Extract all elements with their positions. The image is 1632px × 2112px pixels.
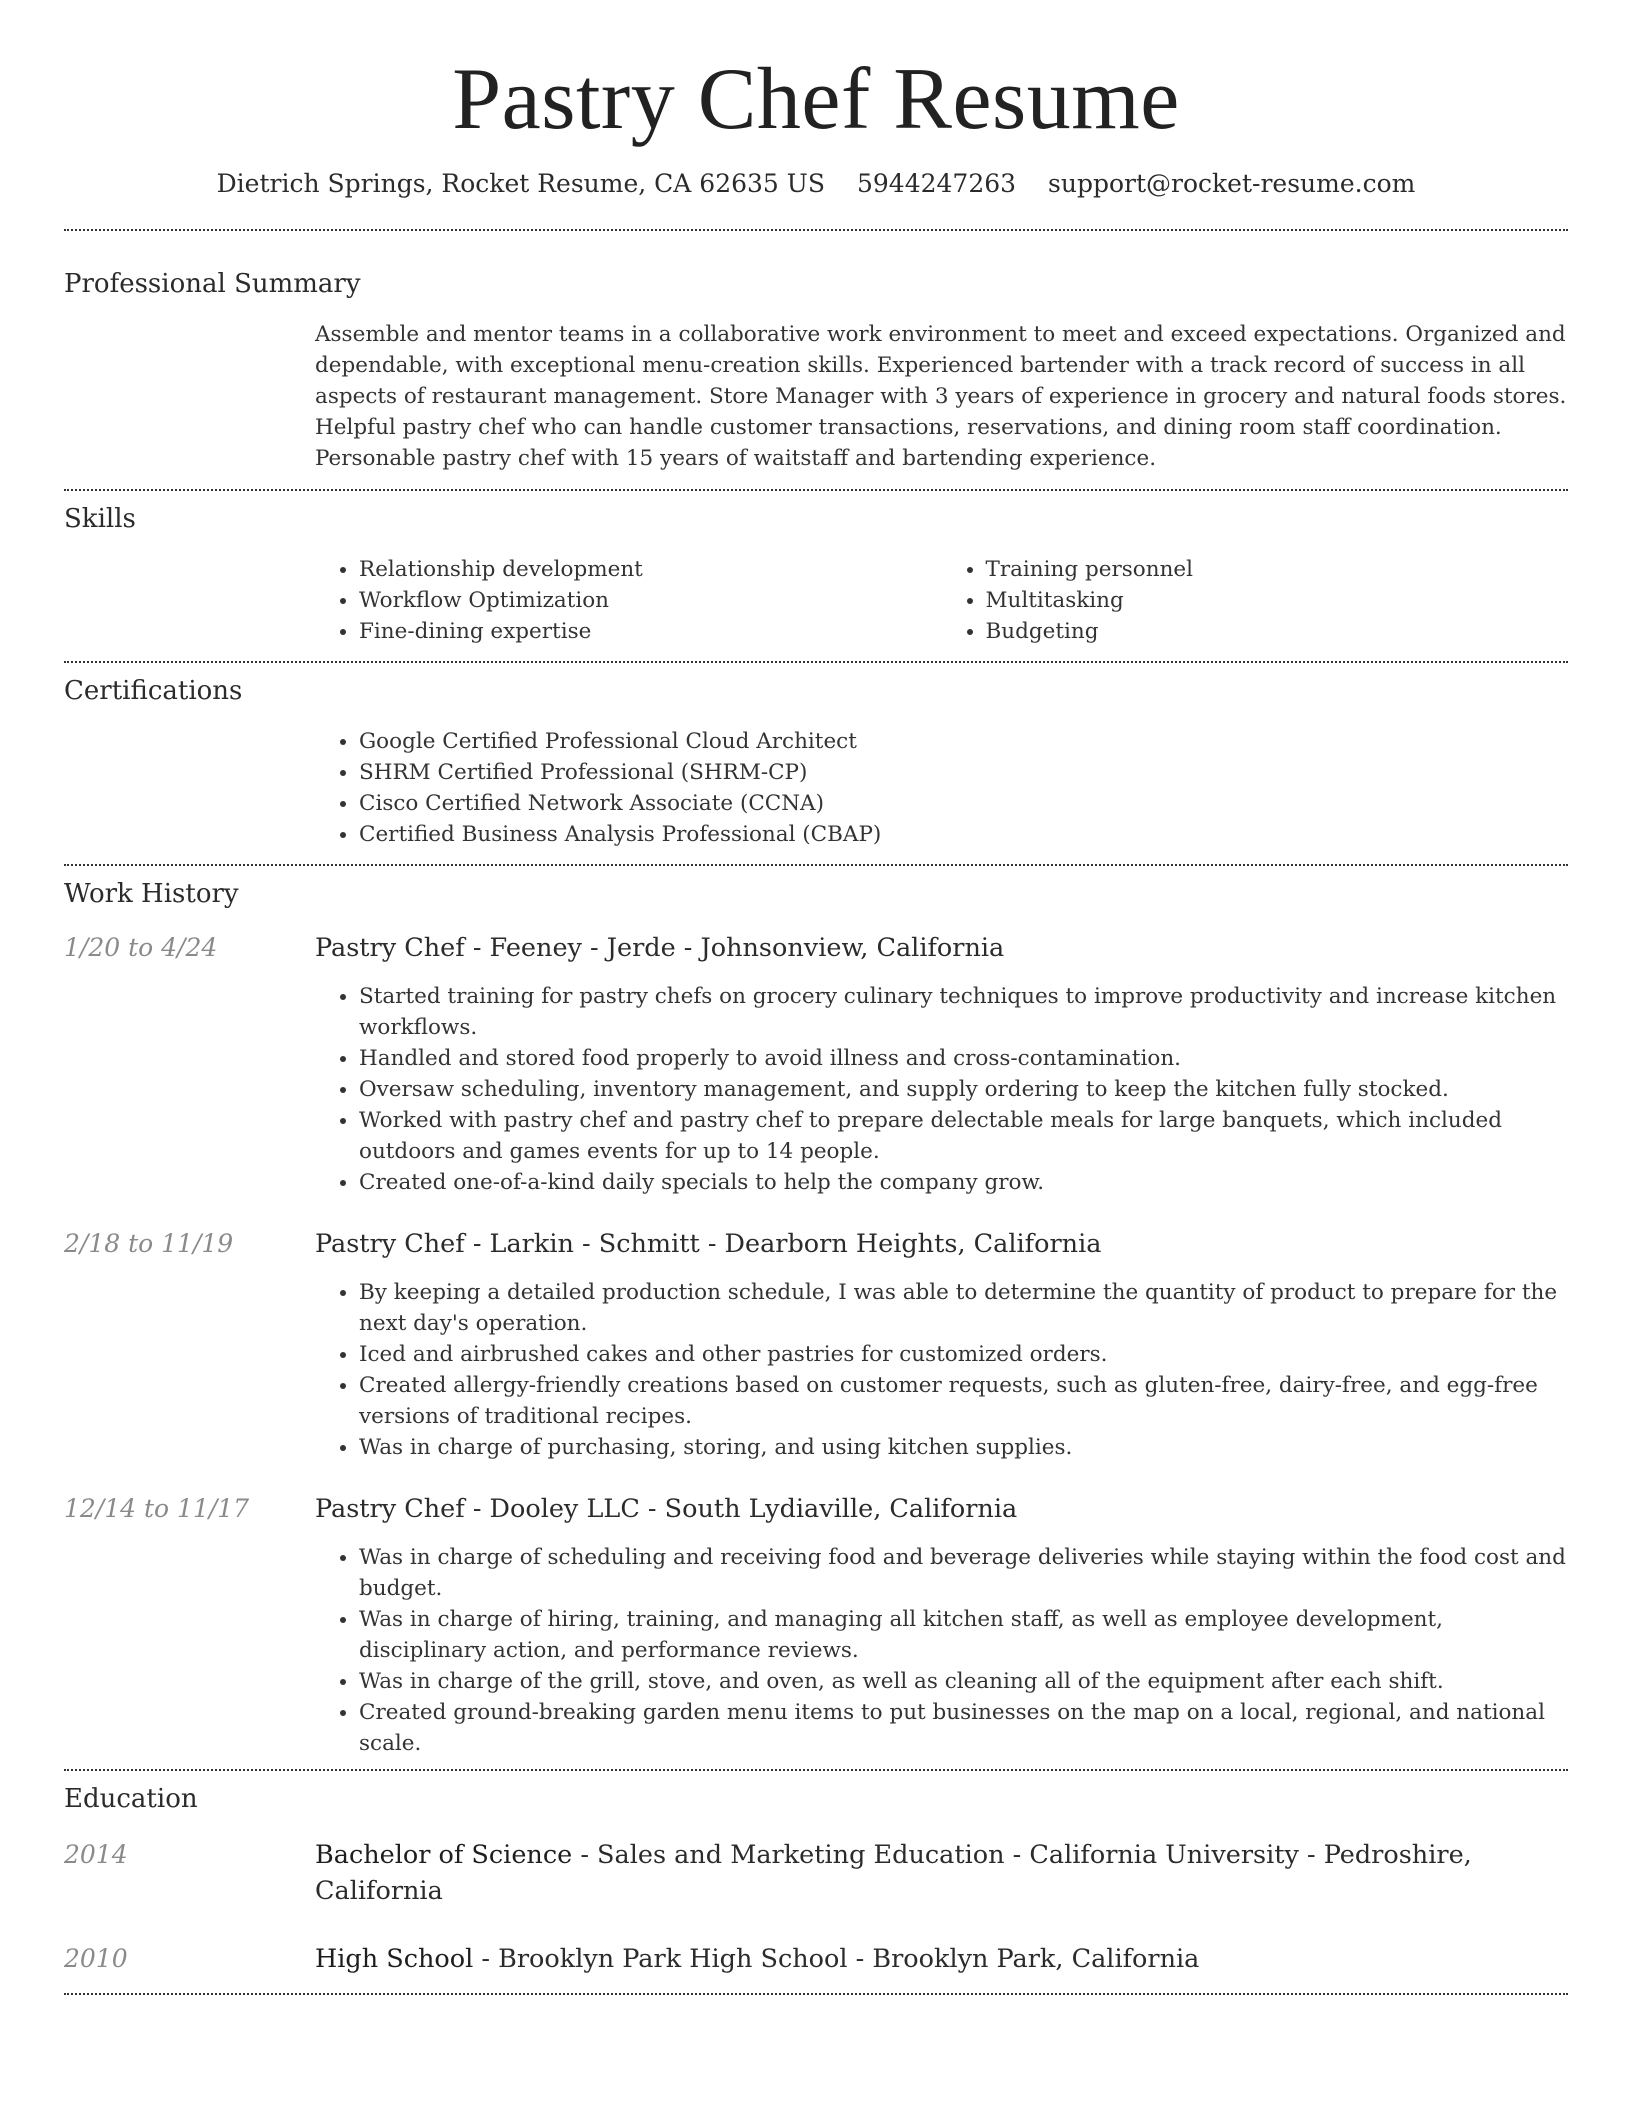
job-entry (64, 1226, 1568, 1463)
contact-line (64, 164, 1568, 204)
skills-list-left (315, 554, 942, 647)
summary-section (64, 231, 1568, 474)
certification-item: • Cisco Certified Network Associate (CCNA) (359, 788, 1568, 819)
contact-address: Dietrich Springs, Rocket Resume, CA 62635 US (216, 169, 825, 198)
job-bullets (315, 1542, 1568, 1759)
job-bullet: • Started training for pastry chefs on grocery culinary techniques to improve productivity and increase kitchen workflows. (359, 981, 1568, 1043)
education-entry (64, 1941, 1568, 1977)
job-entry (64, 930, 1568, 1198)
job-dates: 1/20 to 4/24 (64, 933, 218, 962)
education-section (64, 1771, 1568, 1977)
job-heading: Pastry Chef - Larkin - Schmitt - Dearborn Heights, California (315, 1229, 1102, 1259)
certifications-list (315, 726, 1568, 850)
skill-item: • Relationship development (359, 554, 942, 585)
job-dates: 2/18 to 11/19 (64, 1229, 234, 1258)
job-bullet: • Created allergy-friendly creations based on customer requests, such as gluten-free, dairy-free, and egg-free versions of traditional recipes. (359, 1370, 1568, 1432)
skill-item: • Workflow Optimization (359, 585, 942, 616)
education-year: 2010 (64, 1944, 128, 1973)
education-details: - Sales and Marketing Education - California University - Pedroshire, California (315, 1840, 1472, 1906)
job-bullet: • Was in charge of the grill, stove, and oven, as well as cleaning all of the equipment after each shift. (359, 1666, 1568, 1697)
education-degree: High School (315, 1944, 474, 1974)
job-heading: Pastry Chef - Dooley LLC - South Lydiaville, California (315, 1494, 1018, 1524)
certification-item: • SHRM Certified Professional (SHRM-CP) (359, 757, 1568, 788)
skill-item: • Training personnel (986, 554, 1569, 585)
job-entry (64, 1491, 1568, 1759)
job-bullets (315, 1277, 1568, 1463)
skill-item: • Fine-dining expertise (359, 616, 942, 647)
job-bullet: • Was in charge of hiring, training, and managing all kitchen staff, as well as employee development, disciplinary action, and performance reviews. (359, 1604, 1568, 1666)
skills-list-right (942, 554, 1569, 647)
job-bullet: • Created one-of-a-kind daily specials to help the company grow. (359, 1167, 1568, 1198)
job-bullet: • Iced and airbrushed cakes and other pastries for customized orders. (359, 1339, 1568, 1370)
resume-page (64, 0, 1568, 1995)
resume-title: Pastry Chef Resume (452, 51, 1180, 148)
skills-section (64, 491, 1568, 647)
education-heading: Education (64, 1784, 198, 1814)
job-bullet: • Was in charge of scheduling and receiving food and beverage deliveries while staying within the food cost and budget. (359, 1542, 1568, 1604)
certifications-heading: Certifications (64, 676, 243, 706)
job-bullets (315, 981, 1568, 1198)
contact-phone: 5944247263 (856, 169, 1017, 198)
education-degree: Bachelor of Science (315, 1840, 573, 1870)
work-history-section (64, 866, 1568, 1759)
skill-item: • Budgeting (986, 616, 1569, 647)
education-year: 2014 (64, 1840, 128, 1869)
education-heading-line (315, 1941, 1199, 1977)
summary-heading: Professional Summary (64, 269, 361, 299)
job-bullet: • Was in charge of purchasing, storing, and using kitchen supplies. (359, 1432, 1568, 1463)
education-heading-line (315, 1837, 1568, 1909)
job-bullet: • Handled and stored food properly to avoid illness and cross-contamination. (359, 1043, 1568, 1074)
job-heading: Pastry Chef - Feeney - Jerde - Johnsonview, California (315, 933, 1005, 963)
certifications-section (64, 663, 1568, 850)
skills-heading: Skills (64, 504, 136, 534)
skill-item: • Multitasking (986, 585, 1569, 616)
job-bullet: • By keeping a detailed production schedule, I was able to determine the quantity of product to prepare for the next day's operation. (359, 1277, 1568, 1339)
divider (64, 1993, 1568, 1995)
certification-item: • Certified Business Analysis Professional (CBAP) (359, 819, 1568, 850)
job-bullet: • Oversaw scheduling, inventory management, and supply ordering to keep the kitchen fully stocked. (359, 1074, 1568, 1105)
job-dates: 12/14 to 11/17 (64, 1494, 250, 1523)
certification-item: • Google Certified Professional Cloud Architect (359, 726, 1568, 757)
summary-text: Assemble and mentor teams in a collaborative work environment to meet and exceed expectations. Organized and dependable, with exceptional menu-creation skills. Experienced bartender with a track record of success in all aspects of restaurant management. Store Manager with 3 years of experience in grocery and natural foods stores. Helpful pastry chef who can handle customer transactions, reservations, and dining room staff coordination. Personable pastry chef with 15 years of waitstaff and bartending experience. (315, 322, 1567, 471)
education-details: - Brooklyn Park High School - Brooklyn Park, California (473, 1944, 1200, 1974)
job-bullet: • Created ground-breaking garden menu items to put businesses on the map on a local, regional, and national scale. (359, 1697, 1568, 1759)
work-history-heading: Work History (64, 879, 239, 909)
contact-email: support@rocket-resume.com (1048, 169, 1416, 198)
education-entry (64, 1837, 1568, 1909)
job-bullet: • Worked with pastry chef and pastry chef to prepare delectable meals for large banquets, which included outdoors and games events for up to 14 people. (359, 1105, 1568, 1167)
